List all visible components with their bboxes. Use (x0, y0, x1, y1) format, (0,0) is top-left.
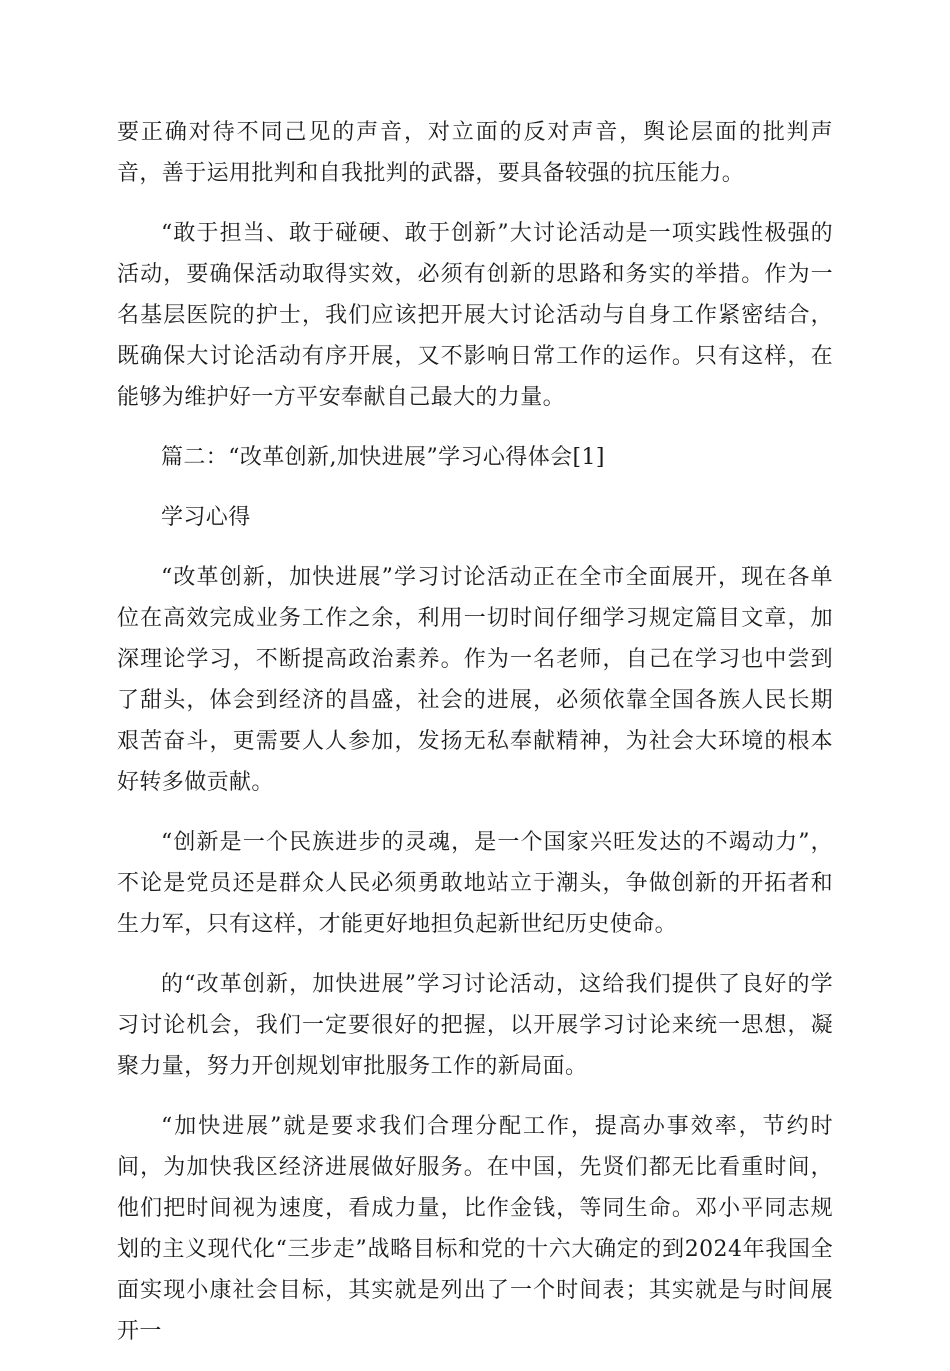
paragraph-study: “改革创新，加快进展”学习讨论活动正在全市全面展开，现在各单位在高效完成业务工作之余，利用一切时间仔细学习规定篇目文章，加深理论学习，不断提高政治素养。作为一名老师，自己在学习也中尝到了甜头，体会到经济的昌盛，社会的进展，必须依靠全国各族人民长期艰苦奋斗，更需要人人参加，发扬无私奉献精神，为社会大环境的根本好转多做贡献。 (117, 565, 833, 795)
paragraph-activity: “敢于担当、敢于碰硬、敢于创新”大讨论活动是一项实践性极强的活动，要确保活动取得实效，必须有创新的思路和务实的举措。作为一名基层医院的护士，我们应该把开展大讨论活动与自身工作紧密结合，既确保大讨论活动有序开展，又不影响日常工作的运作。只有这样，在能够为维护好一方平安奉献自己最大的力量。 (117, 221, 833, 410)
paragraph-continuation: 要正确对待不同己见的声音，对立面的反对声音，舆论层面的批判声音，善于运用批判和自我批判的武器，要具备较强的抗压能力。 (117, 120, 833, 186)
section-heading: 篇二：“改革创新,加快进展”学习心得体会[1] (161, 445, 605, 470)
paragraph-time: “加快进展”就是要求我们合理分配工作，提高办事效率，节约时间，为加快我区经济进展做好服务。在中国，先贤们都无比看重时间，他们把时间视为速度，看成力量，比作金钱，等同生命。邓小平同志规划的主义现代化“三步走”战略目标和党的十六大确定的到2024年我国全面实现小康社会目标，其实就是列出了一个时间表；其实就是与时间展开一 (117, 1114, 833, 1344)
document-body (117, 112, 833, 1371)
subheading: 学习心得 (161, 505, 251, 530)
paragraph-innovation: “创新是一个民族进步的灵魂，是一个国家兴旺发达的不竭动力”，不论是党员还是群众人民必须勇敢地站立于潮头，争做创新的开拓者和生力军，只有这样，才能更好地担负起新世纪历史使命。 (117, 830, 833, 937)
paragraph-discussion: 的“改革创新，加快进展”学习讨论活动，这给我们提供了良好的学习讨论机会，我们一定要很好的把握，以开展学习讨论来统一思想，凝聚力量，努力开创规划审批服务工作的新局面。 (117, 972, 833, 1079)
